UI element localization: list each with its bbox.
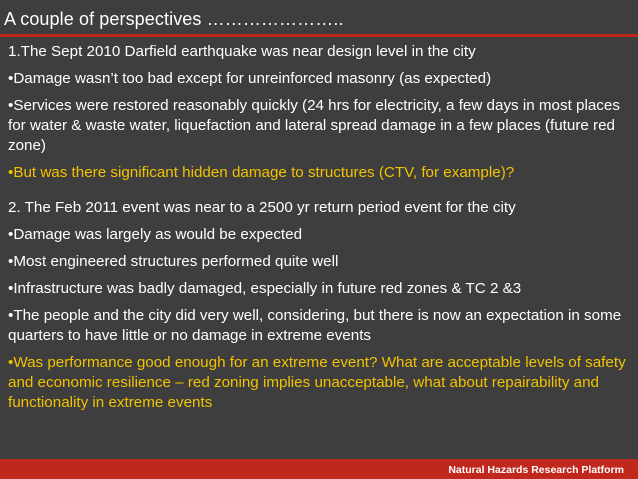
section2-bullet-structures: •Most engineered structures performed quite well xyxy=(8,253,339,270)
title-divider xyxy=(0,34,638,37)
section2-question: •Was performance good enough for an extreme event? What are acceptable levels of safety and economic resilience – red zoning implies unacceptable, what about repairability and functionality in extreme events xyxy=(8,354,626,411)
section1-heading: 1.The Sept 2010 Darfield earthquake was near design level in the city xyxy=(8,43,476,60)
section2-bullet-damage: •Damage was largely as would be expected xyxy=(8,226,303,243)
footer-organization: Natural Hazards Research Platform xyxy=(448,464,624,476)
section-spacer xyxy=(8,190,634,198)
section2-bullet-infrastructure: •Infrastructure was badly damaged, especially in future red zones & TC 2 &3 xyxy=(8,280,522,297)
section2-heading: 2. The Feb 2011 event was near to a 2500 yr return period event for the city xyxy=(8,199,516,216)
section1-bullet-damage: •Damage wasn’t too bad except for unreinforced masonry (as expected) xyxy=(8,70,492,87)
section2-bullet-people: •The people and the city did very well, considering, but there is now an expectation in some quarters to have little or no damage in extreme events xyxy=(8,307,622,344)
slide-title: A couple of perspectives ………………….. xyxy=(4,9,344,29)
section1-question: •But was there significant hidden damage to structures (CTV, for example)? xyxy=(8,164,515,181)
section1-bullet-services: •Services were restored reasonably quickly (24 hrs for electricity, a few days in most places for water & waste water, liquefaction and lateral spread damage in a few places (future red zone) xyxy=(8,97,620,154)
footer-bar xyxy=(0,459,638,479)
slide-content xyxy=(8,42,634,420)
